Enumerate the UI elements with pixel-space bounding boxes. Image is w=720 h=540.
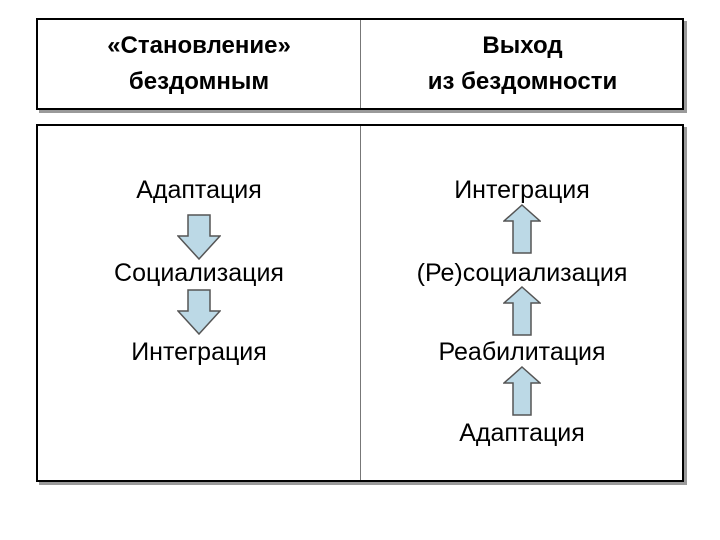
header-right-cell: [361, 20, 684, 108]
up-arrow-icon: [503, 286, 541, 336]
right-item-integration: Интеграция: [454, 176, 590, 204]
process-table: [36, 124, 684, 482]
down-arrow-icon: [177, 289, 221, 335]
body-divider: [360, 126, 361, 480]
exit-homelessness-title: Выход из бездомности: [427, 32, 618, 95]
left-item-socialization: Социализация: [114, 259, 284, 287]
header-left-cell: [38, 20, 360, 108]
down-arrow-icon: [177, 214, 221, 260]
right-item-adaptation: Адаптация: [459, 419, 585, 447]
up-arrow-icon: [503, 204, 541, 254]
becoming-homeless-title: «Становление» бездомным: [107, 32, 291, 95]
right-item-resocialization: (Ре)социализация: [416, 259, 628, 287]
up-arrow-icon: [503, 366, 541, 416]
header-table: [36, 18, 684, 110]
left-item-adaptation: Адаптация: [136, 176, 262, 204]
right-item-rehabilitation: Реабилитация: [438, 338, 606, 366]
left-item-integration: Интеграция: [131, 338, 267, 366]
